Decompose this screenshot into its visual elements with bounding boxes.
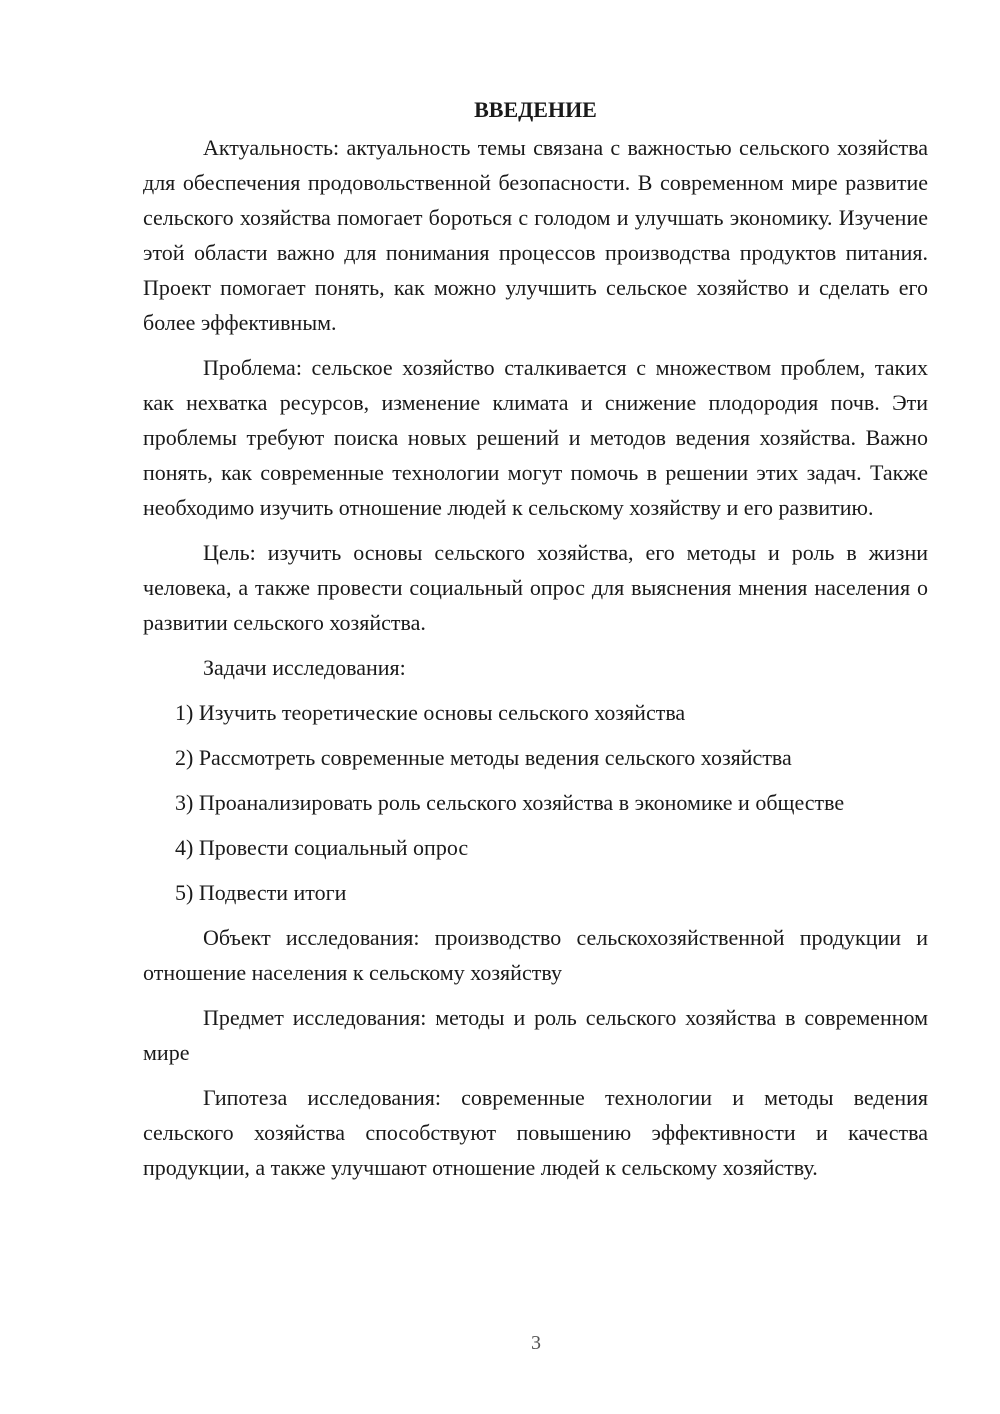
task-item-2: 2) Рассмотреть современные методы ведения сельского хозяйства — [175, 745, 792, 770]
hypothesis-paragraph: Гипотеза исследования: современные технологии и методы ведения сельского хозяйства способствуют повышению эффективности и качества продукции, а также улучшают отношение людей к сельскому хозяйству. — [143, 1085, 928, 1180]
problem-paragraph: Проблема: сельское хозяйство сталкивается с множеством проблем, таких как нехватка ресурсов, изменение климата и снижение плодородия почв. Эти проблемы требуют поиска новых решений и методов ведения хозяйства. Важно понять, как современные технологии могут помочь в решении этих задач. Также необходимо изучить отношение людей к сельскому хозяйству и его развитию. — [143, 355, 928, 520]
task-item-5: 5) Подвести итоги — [175, 880, 347, 905]
page-number: 3 — [531, 1332, 541, 1354]
document-page — [143, 92, 928, 1195]
tasks-title: Задачи исследования: — [203, 655, 406, 680]
task-item-3: 3) Проанализировать роль сельского хозяйства в экономике и обществе — [175, 790, 845, 815]
goal-paragraph: Цель: изучить основы сельского хозяйства, его методы и роль в жизни человека, а также провести социальный опрос для выяснения мнения населения о развитии сельского хозяйства. — [143, 540, 928, 635]
relevance-paragraph: Актуальность: актуальность темы связана с важностью сельского хозяйства для обеспечения продовольственной безопасности. В современном мире развитие сельского хозяйства помогает бороться с голодом и улучшать экономику. Изучение этой области важно для понимания процессов производства продуктов питания. Проект помогает понять, как можно улучшить сельское хозяйство и сделать его более эффективным. — [143, 135, 928, 335]
section-heading: ВВЕДЕНИЕ — [474, 97, 597, 122]
subject-paragraph: Предмет исследования: методы и роль сельского хозяйства в современном мире — [143, 1005, 928, 1065]
object-paragraph: Объект исследования: производство сельскохозяйственной продукции и отношение населения к сельскому хозяйству — [143, 925, 928, 985]
task-item-4: 4) Провести социальный опрос — [175, 835, 469, 860]
task-item-1: 1) Изучить теоретические основы сельского хозяйства — [175, 700, 686, 725]
